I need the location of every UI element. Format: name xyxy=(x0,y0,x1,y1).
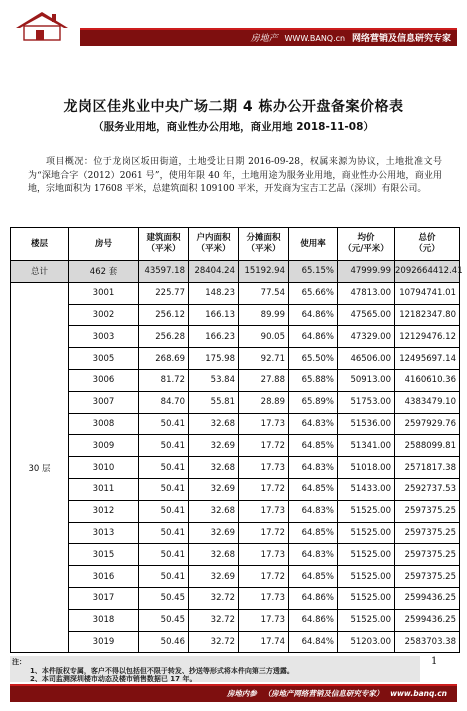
room-cell: 3007 xyxy=(69,391,139,413)
table-row xyxy=(11,457,460,479)
unit-price-cell: 47565.00 xyxy=(338,304,395,326)
inner-area-cell: 32.69 xyxy=(189,522,239,544)
unit-price-cell: 51341.00 xyxy=(338,435,395,457)
total-price-cell: 2597375.25 xyxy=(395,522,460,544)
usage-rate-cell: 64.85% xyxy=(289,435,338,457)
table-row xyxy=(11,478,460,500)
floor-cell: 30 层 xyxy=(11,282,69,653)
build-area-cell: 256.28 xyxy=(139,326,189,348)
table-row xyxy=(11,391,460,413)
total-price-cell: 2592737.53 xyxy=(395,478,460,500)
price-table xyxy=(10,227,463,653)
shared-area-cell: 28.89 xyxy=(239,391,289,413)
unit-price-cell: 47813.00 xyxy=(338,282,395,304)
total-shared-area: 15192.94 xyxy=(239,261,289,283)
usage-rate-cell: 64.86% xyxy=(289,304,338,326)
shared-area-cell: 17.72 xyxy=(239,522,289,544)
table-row xyxy=(11,413,460,435)
inner-area-cell: 32.72 xyxy=(189,587,239,609)
total-price-cell: 2588099.81 xyxy=(395,435,460,457)
col-header-unit-price: 均价 （元/平米） xyxy=(338,228,395,261)
build-area-cell: 50.46 xyxy=(139,631,189,653)
total-price-cell: 2583703.38 xyxy=(395,631,460,653)
document-subtitle: （服务业用地，商业性办公用地，商业用地 2018-11-08） xyxy=(93,121,374,133)
col-header-inner-area: 户内面积 （平米） xyxy=(189,228,239,261)
header-brand: 房地产 xyxy=(250,34,278,44)
table-row xyxy=(11,500,460,522)
room-cell: 3002 xyxy=(69,304,139,326)
shared-area-cell: 17.73 xyxy=(239,609,289,631)
build-area-cell: 256.12 xyxy=(139,304,189,326)
header-slogan: 网络营销及信息研究专家 xyxy=(351,34,451,44)
shared-area-cell: 17.72 xyxy=(239,566,289,588)
room-cell: 3011 xyxy=(69,478,139,500)
room-cell: 3001 xyxy=(69,282,139,304)
inner-area-cell: 32.68 xyxy=(189,413,239,435)
unit-price-cell: 51525.00 xyxy=(338,500,395,522)
total-usage-rate: 65.15% xyxy=(289,261,338,283)
room-cell: 3016 xyxy=(69,566,139,588)
room-cell: 3008 xyxy=(69,413,139,435)
col-header-total-price: 总价 （元） xyxy=(395,228,460,261)
total-price-cell: 2597375.25 xyxy=(395,566,460,588)
build-area-cell: 50.41 xyxy=(139,457,189,479)
total-unit-price: 47999.99 xyxy=(338,261,395,283)
room-cell: 3003 xyxy=(69,326,139,348)
notes-line-2: 2、本司监测深圳楼市动态及楼市销售数据已 17 年。 xyxy=(30,675,197,683)
unit-price-cell: 51753.00 xyxy=(338,391,395,413)
shared-area-cell: 17.72 xyxy=(239,478,289,500)
build-area-cell: 50.41 xyxy=(139,435,189,457)
inner-area-cell: 166.23 xyxy=(189,326,239,348)
build-area-cell: 50.45 xyxy=(139,609,189,631)
shared-area-cell: 27.88 xyxy=(239,369,289,391)
build-area-cell: 50.41 xyxy=(139,544,189,566)
build-area-cell: 84.70 xyxy=(139,391,189,413)
col-header-shared-area: 分摊面积 （平米） xyxy=(239,228,289,261)
unit-price-cell: 50913.00 xyxy=(338,369,395,391)
usage-rate-cell: 64.83% xyxy=(289,413,338,435)
shared-area-cell: 17.73 xyxy=(239,413,289,435)
shared-area-cell: 90.05 xyxy=(239,326,289,348)
unit-price-cell: 51525.00 xyxy=(338,609,395,631)
total-price-cell: 4383479.10 xyxy=(395,391,460,413)
build-area-cell: 50.45 xyxy=(139,587,189,609)
usage-rate-cell: 64.83% xyxy=(289,544,338,566)
shared-area-cell: 92.71 xyxy=(239,348,289,370)
total-build-area: 43597.18 xyxy=(139,261,189,283)
room-cell: 3012 xyxy=(69,500,139,522)
total-price-cell: 12129476.12 xyxy=(395,326,460,348)
usage-rate-cell: 64.83% xyxy=(289,457,338,479)
shared-area-cell: 17.73 xyxy=(239,587,289,609)
total-floor: 总计 xyxy=(11,261,69,283)
total-price-cell: 2597375.25 xyxy=(395,500,460,522)
usage-rate-cell: 64.85% xyxy=(289,566,338,588)
total-room: 462 套 xyxy=(69,261,139,283)
col-header-build-area: 建筑面积 （平米） xyxy=(139,228,189,261)
inner-area-cell: 32.69 xyxy=(189,435,239,457)
col-header-room: 房号 xyxy=(69,228,139,261)
room-cell: 3006 xyxy=(69,369,139,391)
shared-area-cell: 17.74 xyxy=(239,631,289,653)
shared-area-cell: 17.73 xyxy=(239,457,289,479)
build-area-cell: 81.72 xyxy=(139,369,189,391)
total-price-cell: 12495697.14 xyxy=(395,348,460,370)
notes-label: 注： xyxy=(12,658,26,666)
unit-price-cell: 51525.00 xyxy=(338,587,395,609)
total-price-cell: 10794741.01 xyxy=(395,282,460,304)
usage-rate-cell: 64.86% xyxy=(289,609,338,631)
inner-area-cell: 32.72 xyxy=(189,609,239,631)
room-cell: 3010 xyxy=(69,457,139,479)
build-area-cell: 50.41 xyxy=(139,413,189,435)
usage-rate-cell: 65.66% xyxy=(289,282,338,304)
header-text xyxy=(251,31,451,44)
room-cell: 3017 xyxy=(69,587,139,609)
table-row xyxy=(11,326,460,348)
total-price-cell: 4160610.36 xyxy=(395,369,460,391)
table-row xyxy=(11,522,460,544)
total-total-price: 2092664412.41 xyxy=(395,261,460,283)
footer-site: www.banq.cn xyxy=(390,689,447,698)
table-row xyxy=(11,348,460,370)
unit-price-cell: 51203.00 xyxy=(338,631,395,653)
document-title: 龙岗区佳兆业中央广场二期 4 栋办公开盘备案价格表 xyxy=(63,99,404,115)
usage-rate-cell: 64.86% xyxy=(289,587,338,609)
col-header-usage-rate: 使用率 xyxy=(289,228,338,261)
inner-area-cell: 32.68 xyxy=(189,500,239,522)
inner-area-cell: 53.84 xyxy=(189,369,239,391)
shared-area-cell: 17.73 xyxy=(239,544,289,566)
total-price-cell: 2571817.38 xyxy=(395,457,460,479)
project-overview: 项目概况：位于龙岗区坂田街道，土地受让日期 2016-09-28，权属来源为协议，土地批准文号为“深地合字（2012）2061 号”，使用年限 40 年，土地用途为服务业用地，商业性办公用地，商业用地，宗地面积为 17608 平米，总建筑面积 109100 平米，开发商为宝吉工艺品（深圳）有限公司。 xyxy=(28,157,442,194)
inner-area-cell: 55.81 xyxy=(189,391,239,413)
notes-line-1: 1、本件版权专属，客户不得以包括但不限于转发、抄送等形式将本件向第三方透露。 xyxy=(30,667,294,675)
room-cell: 3005 xyxy=(69,348,139,370)
table-body xyxy=(11,261,463,653)
inner-area-cell: 148.23 xyxy=(189,282,239,304)
unit-price-cell: 47329.00 xyxy=(338,326,395,348)
footer-brand: 房地内参 xyxy=(226,689,257,698)
build-area-cell: 50.41 xyxy=(139,522,189,544)
room-cell: 3018 xyxy=(69,609,139,631)
unit-price-cell: 51525.00 xyxy=(338,544,395,566)
total-price-cell: 2597375.25 xyxy=(395,544,460,566)
usage-rate-cell: 65.50% xyxy=(289,348,338,370)
inner-area-cell: 32.69 xyxy=(189,566,239,588)
unit-price-cell: 51525.00 xyxy=(338,566,395,588)
table-row xyxy=(11,369,460,391)
usage-rate-cell: 65.88% xyxy=(289,369,338,391)
unit-price-cell: 46506.00 xyxy=(338,348,395,370)
inner-area-cell: 175.98 xyxy=(189,348,239,370)
unit-price-cell: 51536.00 xyxy=(338,413,395,435)
house-logo-icon xyxy=(12,8,86,42)
table-row xyxy=(11,631,460,653)
table-row xyxy=(11,587,460,609)
usage-rate-cell: 64.84% xyxy=(289,631,338,653)
unit-price-cell: 51525.00 xyxy=(338,522,395,544)
table-row xyxy=(11,435,460,457)
usage-rate-cell: 64.83% xyxy=(289,500,338,522)
inner-area-cell: 32.68 xyxy=(189,544,239,566)
room-cell: 3009 xyxy=(69,435,139,457)
table-row xyxy=(11,566,460,588)
notes-box xyxy=(10,656,420,682)
usage-rate-cell: 65.89% xyxy=(289,391,338,413)
table-row xyxy=(11,282,460,304)
total-inner-area: 28404.24 xyxy=(189,261,239,283)
total-price-cell: 2599436.25 xyxy=(395,609,460,631)
room-cell: 3019 xyxy=(69,631,139,653)
total-price-cell: 12182347.80 xyxy=(395,304,460,326)
unit-price-cell: 51433.00 xyxy=(338,478,395,500)
page-number: 1 xyxy=(431,656,438,667)
build-area-cell: 225.77 xyxy=(139,282,189,304)
inner-area-cell: 32.68 xyxy=(189,457,239,479)
usage-rate-cell: 64.86% xyxy=(289,326,338,348)
page-header xyxy=(10,8,457,46)
shared-area-cell: 17.73 xyxy=(239,500,289,522)
usage-rate-cell: 64.85% xyxy=(289,478,338,500)
build-area-cell: 50.41 xyxy=(139,500,189,522)
shared-area-cell: 77.54 xyxy=(239,282,289,304)
build-area-cell: 50.41 xyxy=(139,478,189,500)
inner-area-cell: 166.13 xyxy=(189,304,239,326)
shared-area-cell: 89.99 xyxy=(239,304,289,326)
room-cell: 3013 xyxy=(69,522,139,544)
header-site: WWW.BANQ.cn xyxy=(284,34,346,43)
table-row xyxy=(11,304,460,326)
inner-area-cell: 32.72 xyxy=(189,631,239,653)
total-price-cell: 2597929.76 xyxy=(395,413,460,435)
table-header-row xyxy=(11,228,460,261)
inner-area-cell: 32.69 xyxy=(189,478,239,500)
unit-price-cell: 51018.00 xyxy=(338,457,395,479)
table-row xyxy=(11,609,460,631)
room-cell: 3015 xyxy=(69,544,139,566)
shared-area-cell: 17.72 xyxy=(239,435,289,457)
usage-rate-cell: 64.85% xyxy=(289,522,338,544)
total-price-cell: 2599436.25 xyxy=(395,587,460,609)
col-header-floor: 楼层 xyxy=(11,228,69,261)
table-row xyxy=(11,544,460,566)
footer-text xyxy=(223,688,447,699)
build-area-cell: 50.41 xyxy=(139,566,189,588)
footer-slogan: （房地产网络营销及信息研究专家） xyxy=(263,689,384,698)
total-row xyxy=(11,261,460,283)
build-area-cell: 268.69 xyxy=(139,348,189,370)
